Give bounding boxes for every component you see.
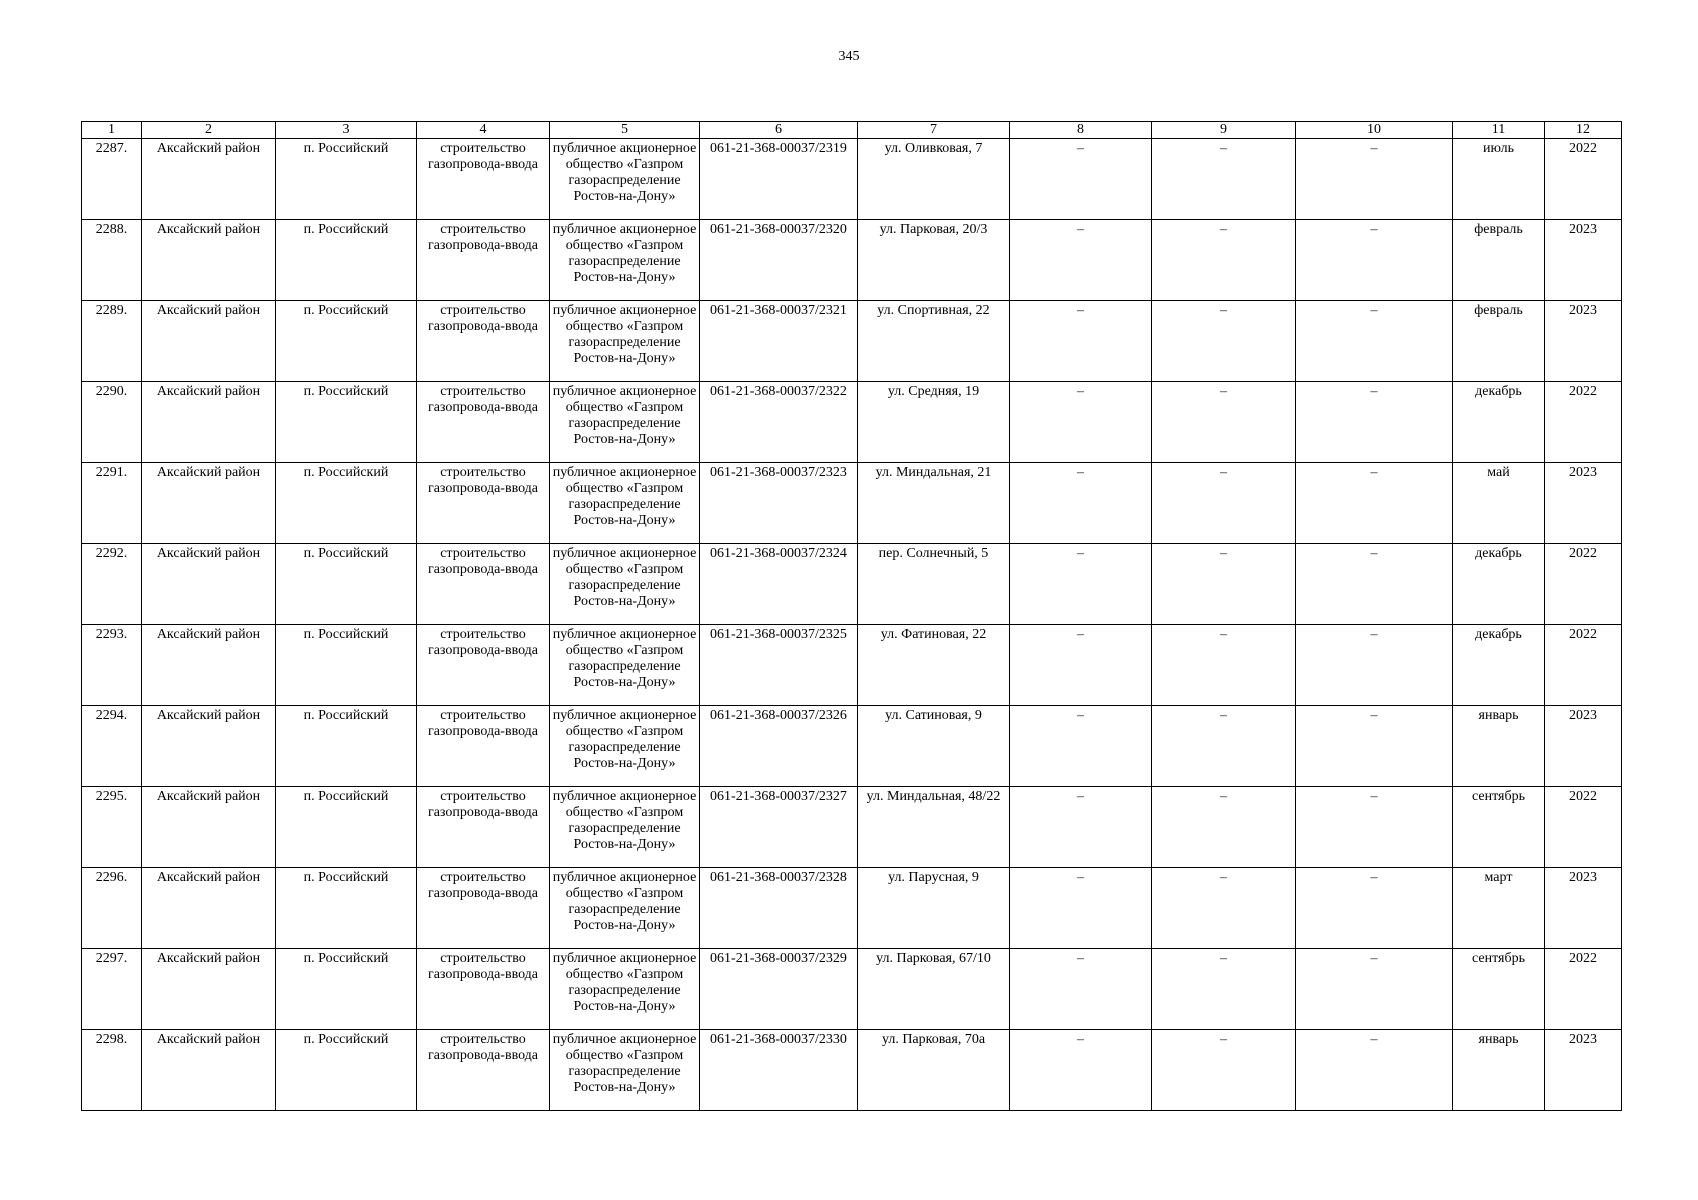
month-cell: январь xyxy=(1453,1030,1545,1111)
month-cell: сентябрь xyxy=(1453,787,1545,868)
registration-code-cell: 061-21-368-00037/2326 xyxy=(700,706,858,787)
organization-cell: публичное акционерное общество «Газпром газораспределение Ростов-на-Дону» xyxy=(550,220,700,301)
organization-cell: публичное акционерное общество «Газпром газораспределение Ростов-на-Дону» xyxy=(550,625,700,706)
column-9-cell: – xyxy=(1152,868,1296,949)
district-cell: Аксайский район xyxy=(142,787,276,868)
work-type-cell: строительство газопровода-ввода xyxy=(417,139,550,220)
address-cell: ул. Парковая, 20/3 xyxy=(858,220,1010,301)
settlement-cell: п. Российский xyxy=(276,382,417,463)
column-header-11: 11 xyxy=(1453,122,1545,139)
settlement-cell: п. Российский xyxy=(276,544,417,625)
year-cell: 2023 xyxy=(1545,301,1622,382)
column-header-3: 3 xyxy=(276,122,417,139)
column-10-cell: – xyxy=(1296,301,1453,382)
district-cell: Аксайский район xyxy=(142,1030,276,1111)
settlement-cell: п. Российский xyxy=(276,301,417,382)
column-9-cell: – xyxy=(1152,382,1296,463)
table-body xyxy=(82,139,1622,1111)
table-row xyxy=(82,949,1622,1030)
district-cell: Аксайский район xyxy=(142,301,276,382)
column-header-2: 2 xyxy=(142,122,276,139)
address-cell: ул. Миндальная, 48/22 xyxy=(858,787,1010,868)
table-row xyxy=(82,301,1622,382)
table-row xyxy=(82,382,1622,463)
month-cell: декабрь xyxy=(1453,625,1545,706)
column-10-cell: – xyxy=(1296,139,1453,220)
settlement-cell: п. Российский xyxy=(276,949,417,1030)
address-cell: ул. Оливковая, 7 xyxy=(858,139,1010,220)
work-type-cell: строительство газопровода-ввода xyxy=(417,706,550,787)
address-cell: ул. Парковая, 67/10 xyxy=(858,949,1010,1030)
address-cell: ул. Спортивная, 22 xyxy=(858,301,1010,382)
table-row xyxy=(82,220,1622,301)
address-cell: ул. Сатиновая, 9 xyxy=(858,706,1010,787)
column-9-cell: – xyxy=(1152,463,1296,544)
column-10-cell: – xyxy=(1296,868,1453,949)
work-type-cell: строительство газопровода-ввода xyxy=(417,382,550,463)
column-9-cell: – xyxy=(1152,544,1296,625)
registration-code-cell: 061-21-368-00037/2321 xyxy=(700,301,858,382)
address-cell: ул. Парковая, 70а xyxy=(858,1030,1010,1111)
year-cell: 2022 xyxy=(1545,544,1622,625)
address-cell: ул. Фатиновая, 22 xyxy=(858,625,1010,706)
column-header-4: 4 xyxy=(417,122,550,139)
settlement-cell: п. Российский xyxy=(276,1030,417,1111)
organization-cell: публичное акционерное общество «Газпром газораспределение Ростов-на-Дону» xyxy=(550,139,700,220)
address-cell: ул. Парусная, 9 xyxy=(858,868,1010,949)
year-cell: 2023 xyxy=(1545,868,1622,949)
year-cell: 2023 xyxy=(1545,463,1622,544)
column-8-cell: – xyxy=(1010,382,1152,463)
column-10-cell: – xyxy=(1296,544,1453,625)
column-10-cell: – xyxy=(1296,625,1453,706)
column-9-cell: – xyxy=(1152,625,1296,706)
registration-code-cell: 061-21-368-00037/2322 xyxy=(700,382,858,463)
column-header-1: 1 xyxy=(82,122,142,139)
month-cell: сентябрь xyxy=(1453,949,1545,1030)
registration-code-cell: 061-21-368-00037/2330 xyxy=(700,1030,858,1111)
table-row xyxy=(82,625,1622,706)
address-cell: ул. Средняя, 19 xyxy=(858,382,1010,463)
column-10-cell: – xyxy=(1296,706,1453,787)
organization-cell: публичное акционерное общество «Газпром газораспределение Ростов-на-Дону» xyxy=(550,463,700,544)
column-10-cell: – xyxy=(1296,382,1453,463)
row-number: 2297. xyxy=(82,949,142,1030)
table-row xyxy=(82,544,1622,625)
month-cell: май xyxy=(1453,463,1545,544)
registration-code-cell: 061-21-368-00037/2329 xyxy=(700,949,858,1030)
organization-cell: публичное акционерное общество «Газпром газораспределение Ростов-на-Дону» xyxy=(550,868,700,949)
column-10-cell: – xyxy=(1296,463,1453,544)
row-number: 2290. xyxy=(82,382,142,463)
district-cell: Аксайский район xyxy=(142,544,276,625)
row-number: 2287. xyxy=(82,139,142,220)
row-number: 2288. xyxy=(82,220,142,301)
organization-cell: публичное акционерное общество «Газпром газораспределение Ростов-на-Дону» xyxy=(550,1030,700,1111)
row-number: 2293. xyxy=(82,625,142,706)
month-cell: февраль xyxy=(1453,220,1545,301)
column-9-cell: – xyxy=(1152,949,1296,1030)
month-cell: январь xyxy=(1453,706,1545,787)
registration-code-cell: 061-21-368-00037/2327 xyxy=(700,787,858,868)
year-cell: 2022 xyxy=(1545,949,1622,1030)
work-type-cell: строительство газопровода-ввода xyxy=(417,1030,550,1111)
year-cell: 2023 xyxy=(1545,706,1622,787)
row-number: 2291. xyxy=(82,463,142,544)
table-row xyxy=(82,139,1622,220)
month-cell: декабрь xyxy=(1453,544,1545,625)
registration-code-cell: 061-21-368-00037/2324 xyxy=(700,544,858,625)
year-cell: 2022 xyxy=(1545,382,1622,463)
row-number: 2298. xyxy=(82,1030,142,1111)
column-8-cell: – xyxy=(1010,301,1152,382)
year-cell: 2022 xyxy=(1545,787,1622,868)
district-cell: Аксайский район xyxy=(142,949,276,1030)
year-cell: 2022 xyxy=(1545,625,1622,706)
district-cell: Аксайский район xyxy=(142,139,276,220)
row-number: 2294. xyxy=(82,706,142,787)
column-10-cell: – xyxy=(1296,949,1453,1030)
column-8-cell: – xyxy=(1010,625,1152,706)
registration-code-cell: 061-21-368-00037/2325 xyxy=(700,625,858,706)
table-row xyxy=(82,706,1622,787)
header-row xyxy=(82,122,1622,139)
column-9-cell: – xyxy=(1152,139,1296,220)
column-header-9: 9 xyxy=(1152,122,1296,139)
district-cell: Аксайский район xyxy=(142,382,276,463)
month-cell: декабрь xyxy=(1453,382,1545,463)
work-type-cell: строительство газопровода-ввода xyxy=(417,220,550,301)
column-9-cell: – xyxy=(1152,787,1296,868)
settlement-cell: п. Российский xyxy=(276,625,417,706)
row-number: 2289. xyxy=(82,301,142,382)
column-header-10: 10 xyxy=(1296,122,1453,139)
column-header-5: 5 xyxy=(550,122,700,139)
organization-cell: публичное акционерное общество «Газпром газораспределение Ростов-на-Дону» xyxy=(550,706,700,787)
table-row xyxy=(82,1030,1622,1111)
work-type-cell: строительство газопровода-ввода xyxy=(417,949,550,1030)
column-8-cell: – xyxy=(1010,220,1152,301)
row-number: 2292. xyxy=(82,544,142,625)
column-9-cell: – xyxy=(1152,301,1296,382)
address-cell: ул. Миндальная, 21 xyxy=(858,463,1010,544)
registration-code-cell: 061-21-368-00037/2328 xyxy=(700,868,858,949)
table-row xyxy=(82,463,1622,544)
year-cell: 2023 xyxy=(1545,220,1622,301)
district-cell: Аксайский район xyxy=(142,220,276,301)
table-row xyxy=(82,787,1622,868)
organization-cell: публичное акционерное общество «Газпром газораспределение Ростов-на-Дону» xyxy=(550,787,700,868)
organization-cell: публичное акционерное общество «Газпром газораспределение Ростов-на-Дону» xyxy=(550,949,700,1030)
organization-cell: публичное акционерное общество «Газпром газораспределение Ростов-на-Дону» xyxy=(550,301,700,382)
address-cell: пер. Солнечный, 5 xyxy=(858,544,1010,625)
column-8-cell: – xyxy=(1010,706,1152,787)
column-header-12: 12 xyxy=(1545,122,1622,139)
registry-table xyxy=(81,121,1622,1111)
registration-code-cell: 061-21-368-00037/2320 xyxy=(700,220,858,301)
page-number: 345 xyxy=(838,49,860,64)
district-cell: Аксайский район xyxy=(142,625,276,706)
district-cell: Аксайский район xyxy=(142,463,276,544)
work-type-cell: строительство газопровода-ввода xyxy=(417,868,550,949)
column-10-cell: – xyxy=(1296,220,1453,301)
column-10-cell: – xyxy=(1296,787,1453,868)
settlement-cell: п. Российский xyxy=(276,787,417,868)
column-8-cell: – xyxy=(1010,139,1152,220)
settlement-cell: п. Российский xyxy=(276,463,417,544)
district-cell: Аксайский район xyxy=(142,868,276,949)
table-header xyxy=(82,122,1622,139)
column-8-cell: – xyxy=(1010,949,1152,1030)
settlement-cell: п. Российский xyxy=(276,868,417,949)
registration-code-cell: 061-21-368-00037/2319 xyxy=(700,139,858,220)
column-header-8: 8 xyxy=(1010,122,1152,139)
column-9-cell: – xyxy=(1152,220,1296,301)
registration-code-cell: 061-21-368-00037/2323 xyxy=(700,463,858,544)
month-cell: март xyxy=(1453,868,1545,949)
row-number: 2295. xyxy=(82,787,142,868)
column-8-cell: – xyxy=(1010,463,1152,544)
column-9-cell: – xyxy=(1152,706,1296,787)
work-type-cell: строительство газопровода-ввода xyxy=(417,463,550,544)
column-9-cell: – xyxy=(1152,1030,1296,1111)
column-10-cell: – xyxy=(1296,1030,1453,1111)
column-8-cell: – xyxy=(1010,544,1152,625)
column-8-cell: – xyxy=(1010,868,1152,949)
column-header-6: 6 xyxy=(700,122,858,139)
year-cell: 2022 xyxy=(1545,139,1622,220)
column-8-cell: – xyxy=(1010,787,1152,868)
work-type-cell: строительство газопровода-ввода xyxy=(417,787,550,868)
settlement-cell: п. Российский xyxy=(276,706,417,787)
district-cell: Аксайский район xyxy=(142,706,276,787)
column-header-7: 7 xyxy=(858,122,1010,139)
organization-cell: публичное акционерное общество «Газпром газораспределение Ростов-на-Дону» xyxy=(550,544,700,625)
settlement-cell: п. Российский xyxy=(276,139,417,220)
row-number: 2296. xyxy=(82,868,142,949)
work-type-cell: строительство газопровода-ввода xyxy=(417,625,550,706)
column-8-cell: – xyxy=(1010,1030,1152,1111)
year-cell: 2023 xyxy=(1545,1030,1622,1111)
month-cell: июль xyxy=(1453,139,1545,220)
work-type-cell: строительство газопровода-ввода xyxy=(417,544,550,625)
month-cell: февраль xyxy=(1453,301,1545,382)
settlement-cell: п. Российский xyxy=(276,220,417,301)
organization-cell: публичное акционерное общество «Газпром газораспределение Ростов-на-Дону» xyxy=(550,382,700,463)
work-type-cell: строительство газопровода-ввода xyxy=(417,301,550,382)
table-row xyxy=(82,868,1622,949)
